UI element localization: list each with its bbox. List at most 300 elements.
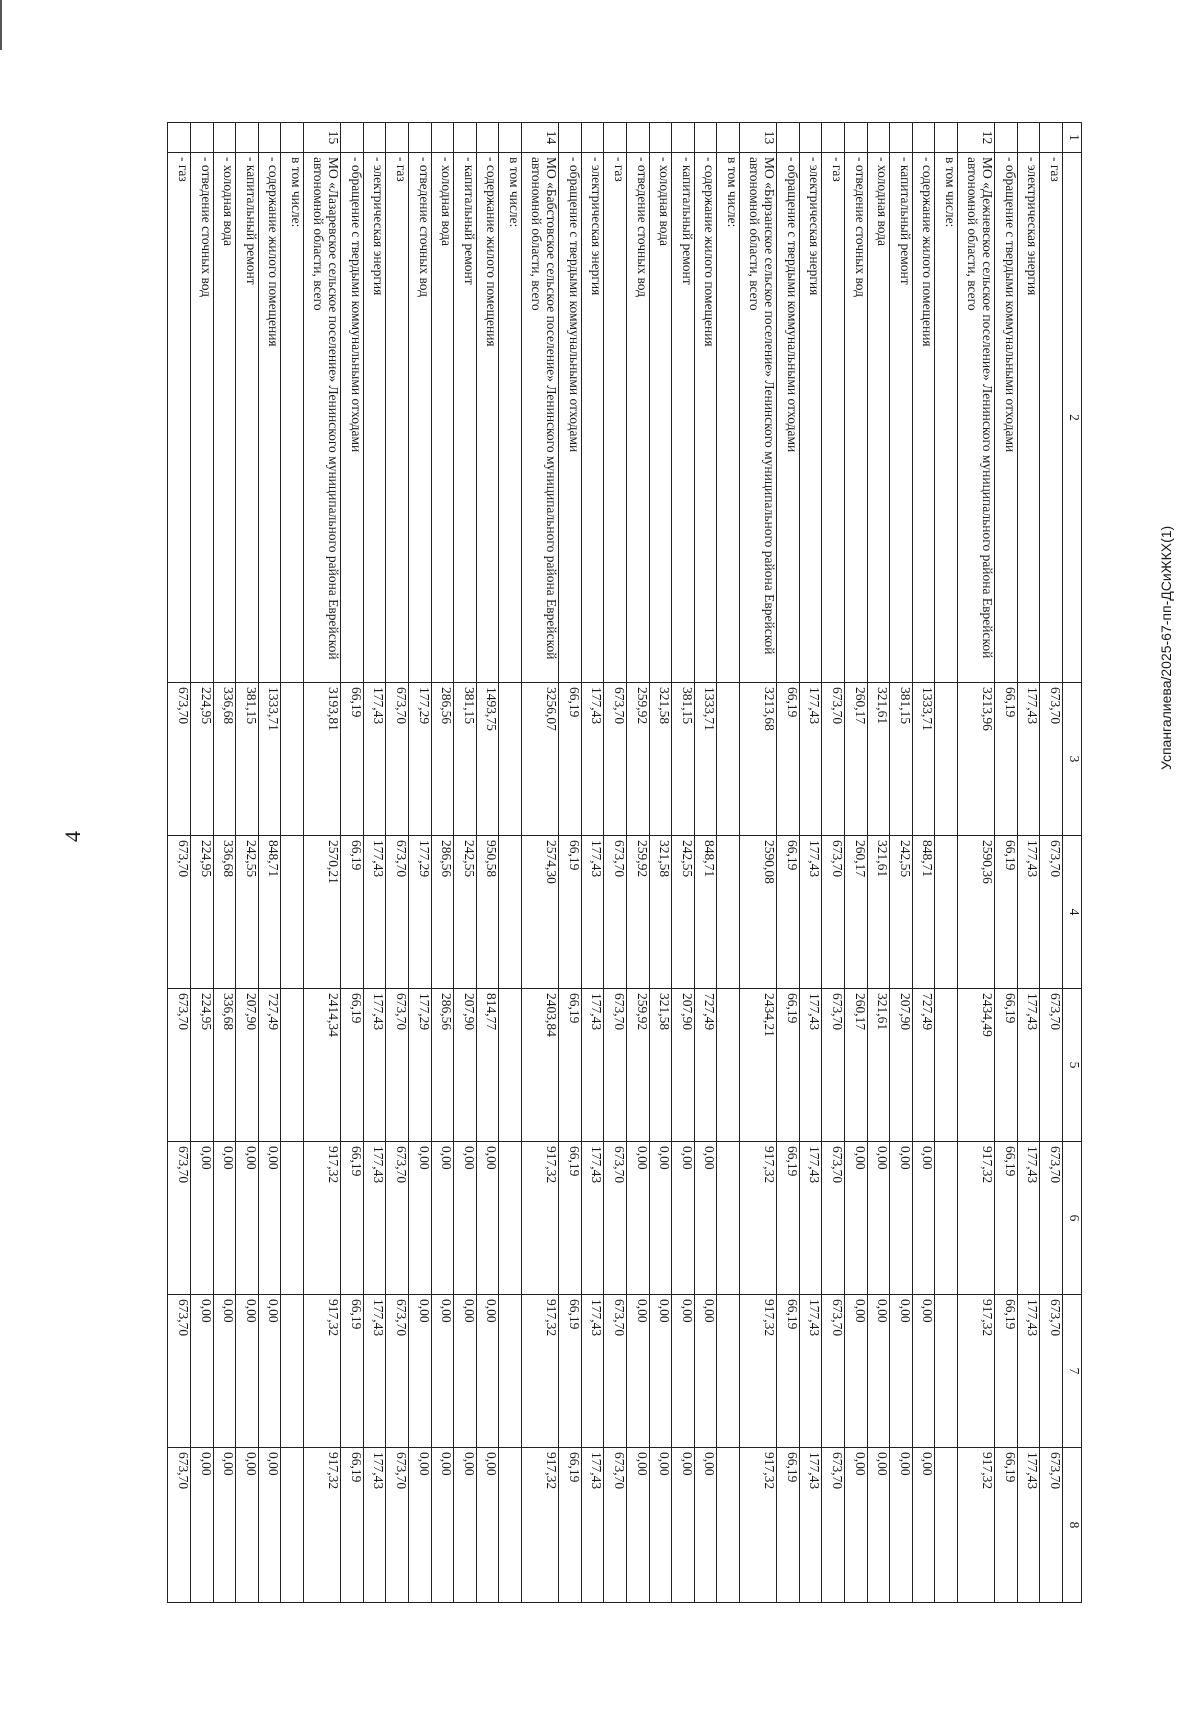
value-cell: 66,19 <box>995 989 1018 1142</box>
value-cell: 673,70 <box>1040 1448 1063 1603</box>
value-cell: 260,17 <box>845 683 868 836</box>
value-cell: 0,00 <box>409 1142 432 1295</box>
value-cell: 0,00 <box>409 1448 432 1603</box>
row-label-cell: в том числе: <box>935 153 958 683</box>
value-cell: 2574,30 <box>522 836 559 989</box>
row-number-cell <box>777 123 800 153</box>
value-cell: 3213,96 <box>958 683 995 836</box>
table-row <box>476 123 499 1603</box>
row-label-cell: - отведение сточных вод <box>191 153 214 683</box>
value-cell: 66,19 <box>559 1448 582 1603</box>
value-cell: 177,43 <box>363 1448 386 1603</box>
value-cell: 66,19 <box>559 1142 582 1295</box>
row-number-cell <box>191 123 214 153</box>
value-cell <box>935 1295 958 1448</box>
value-cell <box>499 1448 522 1603</box>
value-cell: 673,70 <box>168 1295 191 1448</box>
value-cell: 3256,07 <box>522 683 559 836</box>
value-cell: 177,29 <box>409 683 432 836</box>
row-label-cell: - электрическая энергия <box>581 153 604 683</box>
row-label-cell: МО «Бабстовское сельское поселение» Ленинского муниципального района Еврейской автономной области, всего <box>522 153 559 683</box>
value-cell: 673,70 <box>604 1295 627 1448</box>
value-cell: 0,00 <box>627 1142 650 1295</box>
value-cell: 0,00 <box>213 1142 236 1295</box>
table-row <box>890 123 913 1603</box>
table-row <box>867 123 890 1603</box>
value-cell: 673,70 <box>168 836 191 989</box>
value-cell: 177,43 <box>363 989 386 1142</box>
value-cell: 177,43 <box>581 836 604 989</box>
value-cell: 917,32 <box>740 1142 777 1295</box>
row-label-cell: - холодная вода <box>431 153 454 683</box>
value-cell: 2414,34 <box>304 989 341 1142</box>
value-cell: 66,19 <box>341 683 364 836</box>
value-cell: 727,49 <box>258 989 281 1142</box>
value-cell: 66,19 <box>995 683 1018 836</box>
value-cell: 917,32 <box>958 1448 995 1603</box>
table-row <box>627 123 650 1603</box>
value-cell: 0,00 <box>258 1142 281 1295</box>
value-cell: 242,55 <box>890 836 913 989</box>
value-cell: 66,19 <box>777 683 800 836</box>
value-cell: 0,00 <box>672 1295 695 1448</box>
row-label-cell: - газ <box>386 153 409 683</box>
value-cell: 177,43 <box>581 1448 604 1603</box>
value-cell: 0,00 <box>694 1448 717 1603</box>
value-cell: 66,19 <box>995 1295 1018 1448</box>
value-cell: 0,00 <box>890 1142 913 1295</box>
value-cell: 321,58 <box>649 836 672 989</box>
value-cell: 0,00 <box>409 1295 432 1448</box>
value-cell: 917,32 <box>522 1295 559 1448</box>
value-cell: 0,00 <box>867 1142 890 1295</box>
row-label-cell: - отведение сточных вод <box>845 153 868 683</box>
value-cell: 66,19 <box>341 836 364 989</box>
value-cell: 673,70 <box>604 1142 627 1295</box>
table-row <box>409 123 432 1603</box>
value-cell: 0,00 <box>213 1295 236 1448</box>
value-cell: 673,70 <box>604 1448 627 1603</box>
value-cell: 917,32 <box>304 1142 341 1295</box>
value-cell: 177,43 <box>1017 1142 1040 1295</box>
value-cell: 673,70 <box>822 1448 845 1603</box>
value-cell: 0,00 <box>454 1142 477 1295</box>
row-number-cell <box>258 123 281 153</box>
table-row <box>845 123 868 1603</box>
value-cell: 259,92 <box>627 836 650 989</box>
value-cell: 286,56 <box>431 683 454 836</box>
value-cell: 673,70 <box>1040 836 1063 989</box>
table-row <box>499 123 522 1603</box>
row-number-cell <box>799 123 822 153</box>
value-cell: 673,70 <box>168 1448 191 1603</box>
row-label-cell: МО «Лазаревское сельское поселение» Ленинского муниципального района Еврейской автономной области, всего <box>304 153 341 683</box>
value-cell: 0,00 <box>845 1142 868 1295</box>
tariff-table <box>167 122 1082 1603</box>
header-cell: 1 <box>1063 123 1082 153</box>
value-cell: 381,15 <box>890 683 913 836</box>
row-label-cell: - содержание жилого помещения <box>476 153 499 683</box>
value-cell <box>281 1295 304 1448</box>
row-label-cell: - газ <box>168 153 191 683</box>
value-cell: 321,61 <box>867 683 890 836</box>
value-cell: 848,71 <box>694 836 717 989</box>
row-label-cell: - капитальный ремонт <box>672 153 695 683</box>
value-cell: 673,70 <box>822 836 845 989</box>
value-cell: 66,19 <box>995 1142 1018 1295</box>
table-row <box>454 123 477 1603</box>
value-cell: 0,00 <box>236 1295 259 1448</box>
value-cell: 673,70 <box>604 683 627 836</box>
value-cell: 66,19 <box>777 1448 800 1603</box>
row-number-cell <box>822 123 845 153</box>
value-cell: 3193,81 <box>304 683 341 836</box>
table-row <box>958 123 995 1603</box>
value-cell: 0,00 <box>890 1295 913 1448</box>
value-cell <box>499 836 522 989</box>
row-number-cell <box>912 123 935 153</box>
value-cell: 1333,71 <box>258 683 281 836</box>
row-number-cell <box>409 123 432 153</box>
value-cell: 917,32 <box>522 1142 559 1295</box>
value-cell: 1333,71 <box>694 683 717 836</box>
row-label-cell: - отведение сточных вод <box>409 153 432 683</box>
value-cell: 0,00 <box>454 1295 477 1448</box>
table-row <box>386 123 409 1603</box>
value-cell: 177,43 <box>363 836 386 989</box>
value-cell: 0,00 <box>236 1448 259 1603</box>
value-cell: 177,43 <box>363 683 386 836</box>
value-cell: 177,43 <box>363 1295 386 1448</box>
row-label-cell: - холодная вода <box>867 153 890 683</box>
value-cell: 66,19 <box>995 1448 1018 1603</box>
row-label-cell: - капитальный ремонт <box>236 153 259 683</box>
value-cell: 0,00 <box>694 1295 717 1448</box>
table-row <box>559 123 582 1603</box>
value-cell: 177,43 <box>799 836 822 989</box>
value-cell: 224,95 <box>191 683 214 836</box>
row-number-cell: 12 <box>958 123 995 153</box>
value-cell: 673,70 <box>168 989 191 1142</box>
value-cell: 66,19 <box>559 836 582 989</box>
value-cell: 917,32 <box>304 1448 341 1603</box>
row-label-cell: - содержание жилого помещения <box>912 153 935 683</box>
value-cell: 2403,84 <box>522 989 559 1142</box>
value-cell <box>499 683 522 836</box>
value-cell: 177,43 <box>363 1142 386 1295</box>
row-number-cell <box>995 123 1018 153</box>
value-cell: 336,68 <box>213 989 236 1142</box>
row-number-cell <box>386 123 409 153</box>
row-number-cell <box>890 123 913 153</box>
header-cell: 4 <box>1063 836 1082 989</box>
header-cell: 7 <box>1063 1295 1082 1448</box>
value-cell: 177,43 <box>581 989 604 1142</box>
row-number-cell <box>363 123 386 153</box>
row-label-cell: - холодная вода <box>213 153 236 683</box>
table-row <box>694 123 717 1603</box>
value-cell: 0,00 <box>912 1295 935 1448</box>
value-cell <box>281 1448 304 1603</box>
value-cell: 673,70 <box>604 836 627 989</box>
header-cell: 2 <box>1063 153 1082 683</box>
table-row <box>258 123 281 1603</box>
value-cell: 0,00 <box>649 1142 672 1295</box>
value-cell: 0,00 <box>191 1448 214 1603</box>
table-row <box>935 123 958 1603</box>
value-cell: 673,70 <box>386 1295 409 1448</box>
value-cell: 224,95 <box>191 989 214 1142</box>
table-row <box>236 123 259 1603</box>
row-number-cell <box>604 123 627 153</box>
value-cell: 950,58 <box>476 836 499 989</box>
value-cell: 381,15 <box>454 683 477 836</box>
value-cell: 260,17 <box>845 989 868 1142</box>
value-cell: 673,70 <box>386 1142 409 1295</box>
value-cell: 0,00 <box>649 1448 672 1603</box>
row-number-cell <box>499 123 522 153</box>
table-row <box>912 123 935 1603</box>
row-label-cell: - содержание жилого помещения <box>258 153 281 683</box>
value-cell <box>717 1448 740 1603</box>
value-cell <box>499 989 522 1142</box>
value-cell: 0,00 <box>454 1448 477 1603</box>
value-cell: 0,00 <box>672 1448 695 1603</box>
row-label-cell: - газ <box>1040 153 1063 683</box>
header-cell: 8 <box>1063 1448 1082 1603</box>
value-cell: 673,70 <box>1040 683 1063 836</box>
row-label-cell: - капитальный ремонт <box>454 153 477 683</box>
table-row <box>581 123 604 1603</box>
table-row <box>168 123 191 1603</box>
header-cell: 5 <box>1063 989 1082 1142</box>
value-cell <box>717 683 740 836</box>
row-number-cell <box>281 123 304 153</box>
value-cell: 917,32 <box>740 1295 777 1448</box>
row-label-cell: - содержание жилого помещения <box>694 153 717 683</box>
value-cell: 673,70 <box>386 1448 409 1603</box>
value-cell: 0,00 <box>213 1448 236 1603</box>
value-cell: 177,43 <box>1017 836 1040 989</box>
value-cell: 259,92 <box>627 989 650 1142</box>
row-number-cell <box>935 123 958 153</box>
value-cell: 2570,21 <box>304 836 341 989</box>
row-label-cell: - электрическая энергия <box>1017 153 1040 683</box>
value-cell: 814,77 <box>476 989 499 1142</box>
value-cell: 177,43 <box>581 1142 604 1295</box>
row-number-cell <box>341 123 364 153</box>
value-cell: 673,70 <box>604 989 627 1142</box>
value-cell: 321,58 <box>649 989 672 1142</box>
row-label-cell: - обращение с твердыми коммунальными отходами <box>777 153 800 683</box>
value-cell: 242,55 <box>454 836 477 989</box>
value-cell: 286,56 <box>431 989 454 1142</box>
document-footer-code: Успангалиева/2025-67-пп-ДСиЖКХ(1) <box>1158 525 1174 770</box>
value-cell: 177,43 <box>799 683 822 836</box>
value-cell: 207,90 <box>672 989 695 1142</box>
row-label-cell: МО «Дежневское сельское поселение» Ленинского муниципального района Еврейской автономной области, всего <box>958 153 995 683</box>
value-cell: 177,43 <box>1017 1448 1040 1603</box>
value-cell: 673,70 <box>1040 1295 1063 1448</box>
table-row <box>799 123 822 1603</box>
value-cell: 673,70 <box>386 683 409 836</box>
value-cell: 917,32 <box>522 1448 559 1603</box>
value-cell: 673,70 <box>822 1295 845 1448</box>
row-label-cell: в том числе: <box>281 153 304 683</box>
value-cell: 1493,75 <box>476 683 499 836</box>
value-cell: 0,00 <box>912 1448 935 1603</box>
table-row <box>717 123 740 1603</box>
table-body <box>168 123 1063 1603</box>
value-cell <box>281 989 304 1142</box>
value-cell: 0,00 <box>431 1448 454 1603</box>
value-cell: 673,70 <box>1040 1142 1063 1295</box>
value-cell: 336,68 <box>213 683 236 836</box>
value-cell: 727,49 <box>912 989 935 1142</box>
value-cell: 848,71 <box>258 836 281 989</box>
row-label-cell: - отведение сточных вод <box>627 153 650 683</box>
value-cell: 673,70 <box>822 1142 845 1295</box>
value-cell: 66,19 <box>341 1142 364 1295</box>
table-row <box>341 123 364 1603</box>
row-number-cell <box>672 123 695 153</box>
value-cell: 336,68 <box>213 836 236 989</box>
value-cell: 286,56 <box>431 836 454 989</box>
value-cell: 177,43 <box>581 683 604 836</box>
value-cell: 0,00 <box>672 1142 695 1295</box>
row-number-cell <box>1040 123 1063 153</box>
value-cell: 381,15 <box>672 683 695 836</box>
row-label-cell: - обращение с твердыми коммунальными отходами <box>995 153 1018 683</box>
row-label-cell: - обращение с твердыми коммунальными отходами <box>559 153 582 683</box>
value-cell: 848,71 <box>912 836 935 989</box>
row-label-cell: - электрическая энергия <box>799 153 822 683</box>
table-row <box>995 123 1018 1603</box>
value-cell: 207,90 <box>890 989 913 1142</box>
value-cell <box>281 836 304 989</box>
value-cell: 3213,68 <box>740 683 777 836</box>
value-cell <box>499 1142 522 1295</box>
value-cell: 0,00 <box>694 1142 717 1295</box>
value-cell: 321,58 <box>649 683 672 836</box>
value-cell: 2434,49 <box>958 989 995 1142</box>
value-cell: 0,00 <box>476 1448 499 1603</box>
value-cell: 673,70 <box>386 836 409 989</box>
value-cell: 242,55 <box>236 836 259 989</box>
table-row <box>213 123 236 1603</box>
value-cell: 224,95 <box>191 836 214 989</box>
row-number-cell <box>627 123 650 153</box>
value-cell: 0,00 <box>431 1142 454 1295</box>
header-cell: 3 <box>1063 683 1082 836</box>
page-number: 4 <box>60 831 85 842</box>
table-row <box>740 123 777 1603</box>
table-row <box>431 123 454 1603</box>
row-number-cell <box>431 123 454 153</box>
row-number-cell <box>649 123 672 153</box>
row-number-cell <box>476 123 499 153</box>
table-row <box>604 123 627 1603</box>
value-cell: 66,19 <box>559 1295 582 1448</box>
row-label-cell: - обращение с твердыми коммунальными отходами <box>341 153 364 683</box>
value-cell: 177,43 <box>581 1295 604 1448</box>
header-cell: 6 <box>1063 1142 1082 1295</box>
value-cell: 673,70 <box>168 683 191 836</box>
row-label-cell: - газ <box>822 153 845 683</box>
value-cell: 917,32 <box>958 1295 995 1448</box>
value-cell: 2434,21 <box>740 989 777 1142</box>
row-number-cell <box>717 123 740 153</box>
value-cell: 66,19 <box>777 836 800 989</box>
value-cell: 177,43 <box>1017 989 1040 1142</box>
row-label-cell: - холодная вода <box>649 153 672 683</box>
value-cell: 177,43 <box>799 1448 822 1603</box>
value-cell <box>717 836 740 989</box>
value-cell <box>935 683 958 836</box>
value-cell: 0,00 <box>191 1295 214 1448</box>
row-number-cell <box>867 123 890 153</box>
value-cell: 673,70 <box>1040 989 1063 1142</box>
table-row <box>1017 123 1040 1603</box>
value-cell: 0,00 <box>258 1295 281 1448</box>
value-cell: 66,19 <box>995 836 1018 989</box>
value-cell: 66,19 <box>341 1295 364 1448</box>
row-label-cell: - капитальный ремонт <box>890 153 913 683</box>
table-row <box>522 123 559 1603</box>
table-row <box>672 123 695 1603</box>
value-cell: 321,61 <box>867 989 890 1142</box>
row-number-cell <box>236 123 259 153</box>
value-cell: 66,19 <box>777 989 800 1142</box>
value-cell: 66,19 <box>777 1142 800 1295</box>
value-cell: 66,19 <box>341 989 364 1142</box>
value-cell <box>935 1142 958 1295</box>
value-cell: 260,17 <box>845 836 868 989</box>
value-cell: 66,19 <box>559 989 582 1142</box>
row-number-cell: 14 <box>522 123 559 153</box>
value-cell: 321,61 <box>867 836 890 989</box>
row-number-cell <box>694 123 717 153</box>
row-number-cell <box>845 123 868 153</box>
value-cell: 0,00 <box>258 1448 281 1603</box>
value-cell: 0,00 <box>845 1448 868 1603</box>
value-cell <box>935 989 958 1142</box>
value-cell: 242,55 <box>672 836 695 989</box>
value-cell <box>281 683 304 836</box>
value-cell: 177,43 <box>799 989 822 1142</box>
value-cell <box>935 1448 958 1603</box>
value-cell <box>499 1295 522 1448</box>
row-number-cell <box>1017 123 1040 153</box>
value-cell: 673,70 <box>822 683 845 836</box>
value-cell: 2590,36 <box>958 836 995 989</box>
value-cell: 0,00 <box>476 1295 499 1448</box>
table-row <box>191 123 214 1603</box>
value-cell: 0,00 <box>627 1448 650 1603</box>
value-cell: 0,00 <box>867 1295 890 1448</box>
value-cell: 66,19 <box>341 1448 364 1603</box>
table-row <box>363 123 386 1603</box>
value-cell: 177,29 <box>409 836 432 989</box>
row-label-cell: в том числе: <box>717 153 740 683</box>
row-number-cell: 13 <box>740 123 777 153</box>
row-number-cell <box>168 123 191 153</box>
value-cell: 177,43 <box>799 1142 822 1295</box>
row-label-cell: - газ <box>604 153 627 683</box>
value-cell: 177,43 <box>1017 683 1040 836</box>
row-number-cell <box>581 123 604 153</box>
value-cell: 0,00 <box>912 1142 935 1295</box>
